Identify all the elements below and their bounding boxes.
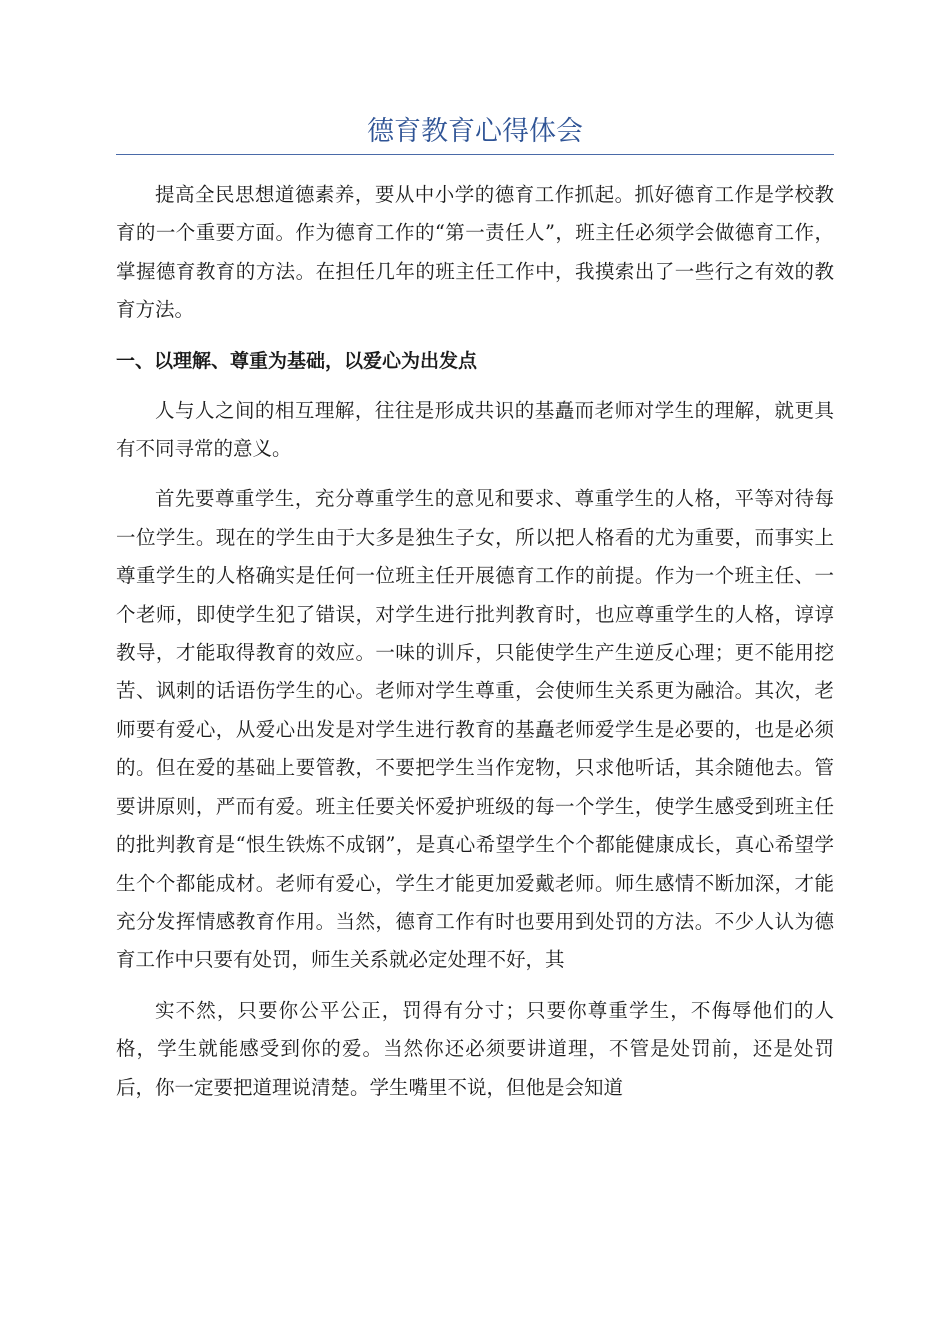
document-page xyxy=(116,112,834,1107)
title-underline xyxy=(116,154,834,155)
body-paragraph-punishment: 实不然，只要你公平公正，罚得有分寸；只要你尊重学生，不侮辱他们的人格，学生就能感受到你的爱。当然你还必须要讲道理，不管是处罚前，还是处罚后，你一定要把道理说清楚。学生嘴里不说，但他是会知道 xyxy=(116,998,834,1099)
body-paragraph-respect-love: 首先要尊重学生，充分尊重学生的意见和要求、尊重学生的人格，平等对待每一位学生。现在的学生由于大多是独生子女，所以把人格看的尤为重要，而事实上尊重学生的人格确实是任何一位班主任开展德育工作的前提。作为一个班主任、一个老师，即使学生犯了错误，对学生进行批判教育时，也应尊重学生的人格，谆谆教导，才能取得教育的效应。一味的训斥，只能使学生产生逆反心理；更不能用挖苦、讽刺的话语伤学生的心。老师对学生尊重，会使师生关系更为融洽。其次，老师要有爱心，从爱心出发是对学生进行教育的基矗老师爱学生是必要的，也是必须的。但在爱的基础上要管教，不要把学生当作宠物，只求他听话，其余随他去。管要讲原则，严而有爱。班主任要关怀爱护班级的每一个学生，使学生感受到班主任的批判教育是“恨生铁炼不成钢”，是真心希望学生个个都能健康成长，真心希望学生个个都能成材。老师有爱心，学生才能更加爱戴老师。师生感情不断加深，才能充分发挥情感教育作用。当然，德育工作有时也要用到处罚的方法。不少人认为德育工作中只要有处罚，师生关系就必定处理不好，其 xyxy=(116,487,834,972)
intro-paragraph: 提高全民思想道德素养，要从中小学的德育工作抓起。抓好德育工作是学校教育的一个重要方面。作为德育工作的“第一责任人”，班主任必须学会做德育工作，掌握德育教育的方法。在担任几年的班主任工作中，我摸索出了一些行之有效的教育方法。 xyxy=(116,183,834,322)
body-paragraph-understanding: 人与人之间的相互理解，往往是形成共识的基矗而老师对学生的理解，就更具有不同寻常的意义。 xyxy=(116,398,834,461)
document-title: 德育教育心得体会 xyxy=(367,116,583,147)
section-heading-1: 一、以理解、尊重为基础，以爱心为出发点 xyxy=(116,349,478,372)
